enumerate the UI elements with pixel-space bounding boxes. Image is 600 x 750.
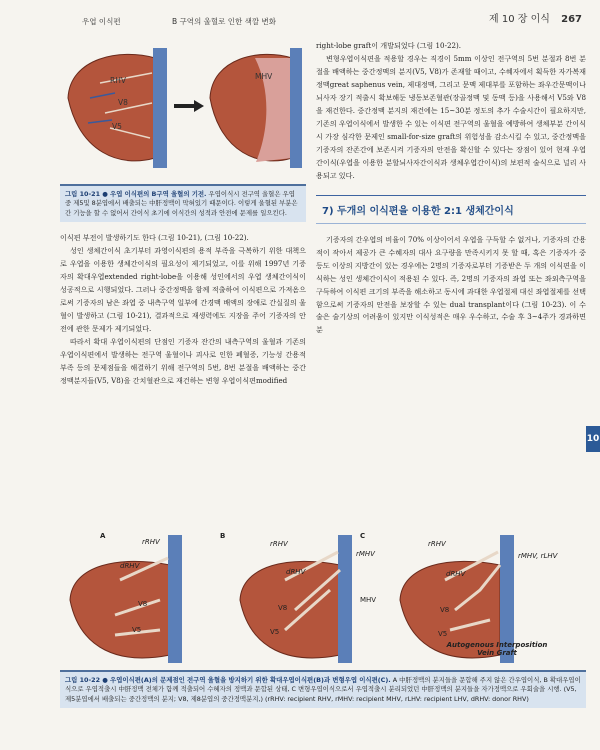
figure-10-22-caption xyxy=(60,670,586,708)
fig21-caption-body: 우엽이식시 전구역 울혈은 우엽중 제5및 8분엽에서 배출되는 中肝정맥이 막혀있기 때문이다. 이렇게 울혈된 부분은 간 기능을 할 수 없어서 간이식 초기에 이식간의 성적과 안전에 문제를 일으킨다. xyxy=(65,190,298,217)
c-drhv: dRHV xyxy=(446,570,466,578)
right-ivc xyxy=(290,48,302,168)
label-mhv: MHV xyxy=(255,72,273,81)
left-ivc xyxy=(153,48,167,168)
fig21-illustration xyxy=(60,28,306,178)
panel-c-letter: C xyxy=(360,532,366,540)
right-paragraph-2: 변형우엽이식편을 적용할 경우는 직경이 5mm 이상인 전구역의 5번 분절과 8번 분절을 배액하는 중간정맥의 분지(V5, V8)가 존재할 때이고, 수혜자에서 획득한 자가복재정맥great saphenus vein, 제대정맥, 그리고 문맥 제대부를 포함하는 좌우간문맥이나 뇌사자 장기 적출시 확보해둔 냉동보존혈관(장골정맥 및 동맥 등)을 사용해서 V5와 V8을 재건한다. 중간정맥 분지의 재건에는 15~30분 정도의 추가 수술시간이 필요하지만, 기존의 우엽이식에서 발생한 수 있는 이식편 전구역의 울혈을 예방하여 생체부분 간이식시 가장 심각한 문제인 small-for-size graft의 위험성을 감소시킬 수 있고, 중간정맥을 기증자의 잔존간에 보존시켜 기증자의 안전을 확신할 수 있다는 장점이 있어 현재 우엽간이식(우엽을 이용한 분할뇌사자간이식과 생체우엽간이식)의 보편적 술식으로 널리 사용되고 있다. xyxy=(316,53,586,180)
left-paragraph-1: 이식편 부전이 발생하기도 한다 (그림 10-21), (그림 10-22). xyxy=(60,232,249,242)
label-rhv: RHV xyxy=(110,76,126,85)
chapter-tab: 10 xyxy=(586,426,600,452)
c-rmhv-rlhv: rMHV, rLHV xyxy=(518,552,558,560)
figure-10-21 xyxy=(60,14,306,184)
panel-b-letter: B xyxy=(220,532,226,540)
figure-10-21-caption xyxy=(60,184,306,222)
a-v8: V8 xyxy=(138,600,148,608)
fig21-caption-title: 그림 10-21 ● 우엽 이식편의 B구역 울혈의 기전. xyxy=(65,190,207,198)
c-v8: V8 xyxy=(440,606,450,614)
panel-a-letter: A xyxy=(100,532,106,540)
b-v8: V8 xyxy=(278,604,288,612)
right-column xyxy=(316,40,586,337)
ivc-b xyxy=(338,535,352,663)
a-rrhv: rRHV xyxy=(142,538,160,546)
fig21-label-right: B 구역의 울혈로 인한 색깔 변화 xyxy=(172,17,277,26)
liver-a xyxy=(70,561,170,658)
c-rrhv: rRHV xyxy=(428,540,446,548)
left-column xyxy=(60,14,306,387)
running-header xyxy=(489,10,582,25)
b-v5: V5 xyxy=(270,628,280,636)
chapter-label: 제 10 장 이식 xyxy=(489,14,550,25)
section-heading: 7) 두개의 이식편을 이용한 2:1 생체간이식 xyxy=(316,195,586,224)
fig21-label-left: 우엽 이식편 xyxy=(82,17,121,26)
fig22-caption-body: A 中肝정맥의 분지들을 문합해 주지 않은 간우엽이식, B 확대우엽이식으로 우엽적출시 中肝정맥 전체가 함께 적출되어 수혜자의 정맥과 문합된 상태, C 변형우엽이식으로서 우엽적출시 분리되었던 中肝정맥의 분지들을 자가정맥으로 우회술을 시행. (V5, 제5분엽에서 배출되는 중간정맥의 분지; V8, 제8분엽의 중간정맥분지,) (rRHV: recipient RHV, rMHV: recipient MHV, rLHV: recipient LHV, dRHV: donor RHV) xyxy=(65,676,581,703)
left-paragraph-2: 성인 생체간이식 초기부터 과영이식편의 용적 부족을 극복하기 위한 대책으로 우엽을 이용한 생체간이식의 필요성이 제기되었고, 이를 위해 1997년 기증자의 확대우엽extended right-lobe을 이용해 성인에서의 우엽 생체간이식이 성공적으로 시행되었다. 그러나 중간정맥을 함께 적출하여 이식편으로 가져옴으로써 기증자의 남은 좌엽 중 내측구역 일부에 간경맥 배액의 장애로 간실질의 울혈이 발생하고 (그림 10-21), 결과적으로 재생력에도 지장을 주어 기증자의 안전에 관한 문제가 제기되었다. xyxy=(60,245,306,333)
graft-label: Autogenous Interposition Vein Graft xyxy=(446,641,548,657)
left-liver-graft xyxy=(68,54,155,160)
fig22-caption-title: 그림 10-22 ● 우엽이식편(A)의 문제점인 전구역 울혈을 방지하기 위한 확대우엽이식편(B)과 변형우엽 이식편(C). xyxy=(65,676,391,684)
b-rmhv: rMHV xyxy=(356,550,375,558)
figure-10-22 xyxy=(60,530,586,665)
right-paragraph-3: 기증자의 간우엽의 비율이 70% 이상이어서 우엽을 구득할 수 없거나, 기증자의 간용적이 작아서 제공가 큰 수혜자의 대사 요구량을 만족시키지 못 할 때, 혹은 기증자가 중등도 이상의 지방간이 있는 경우에는 2명의 기증자로부터 기증받은 두 개의 이식편을 이식하는 성인 생체간이식이 적용된 수 있다. 즉, 2명의 기증자의 좌엽 또는 좌외측구역을 구득하여 이식편 크기의 부족을 해소하고 동시에 과대한 우엽절제 대신 좌엽절제를 선택함으로써 기증자의 안전을 보장할 수 있는 dual transplant이다 (그림 10-23). 이 수술은 술기상의 어려움이 있지만 이식성적은 매우 우수하고, 수술 후 3~4주가 경과하면 분 xyxy=(316,234,586,335)
c-v5: V5 xyxy=(438,630,448,638)
b-drhv: dRHV xyxy=(286,568,306,576)
label-v8: V8 xyxy=(118,98,128,107)
a-v5: V5 xyxy=(132,626,142,634)
transition-arrow-head xyxy=(194,100,204,112)
b-rrhv: rRHV xyxy=(270,540,288,548)
right-paragraph-1: right-lobe graft이 개발되었다 (그림 10-22). xyxy=(316,41,462,50)
label-v5: V5 xyxy=(112,122,122,131)
b-mhv: MHV xyxy=(360,596,377,604)
a-drhv: dRHV xyxy=(120,562,140,570)
page-number: 267 xyxy=(561,14,582,25)
ivc-a xyxy=(168,535,182,663)
left-paragraph-3: 따라서 확대 우엽이식편의 단점인 기증자 잔간의 내측구역의 울혈과 기존의 우엽이식편에서 발생하는 전구역 울혈이나 괴사로 인한 폐혈증, 기능성 간용적 부족 등의 문제점들을 해결하기 위해 전구역의 5번, 8번 분절을 배액하는 중간정맥분지들(V5, V8)을 간치혈관으로 재건하는 변형 우엽이식편modified xyxy=(60,336,306,385)
